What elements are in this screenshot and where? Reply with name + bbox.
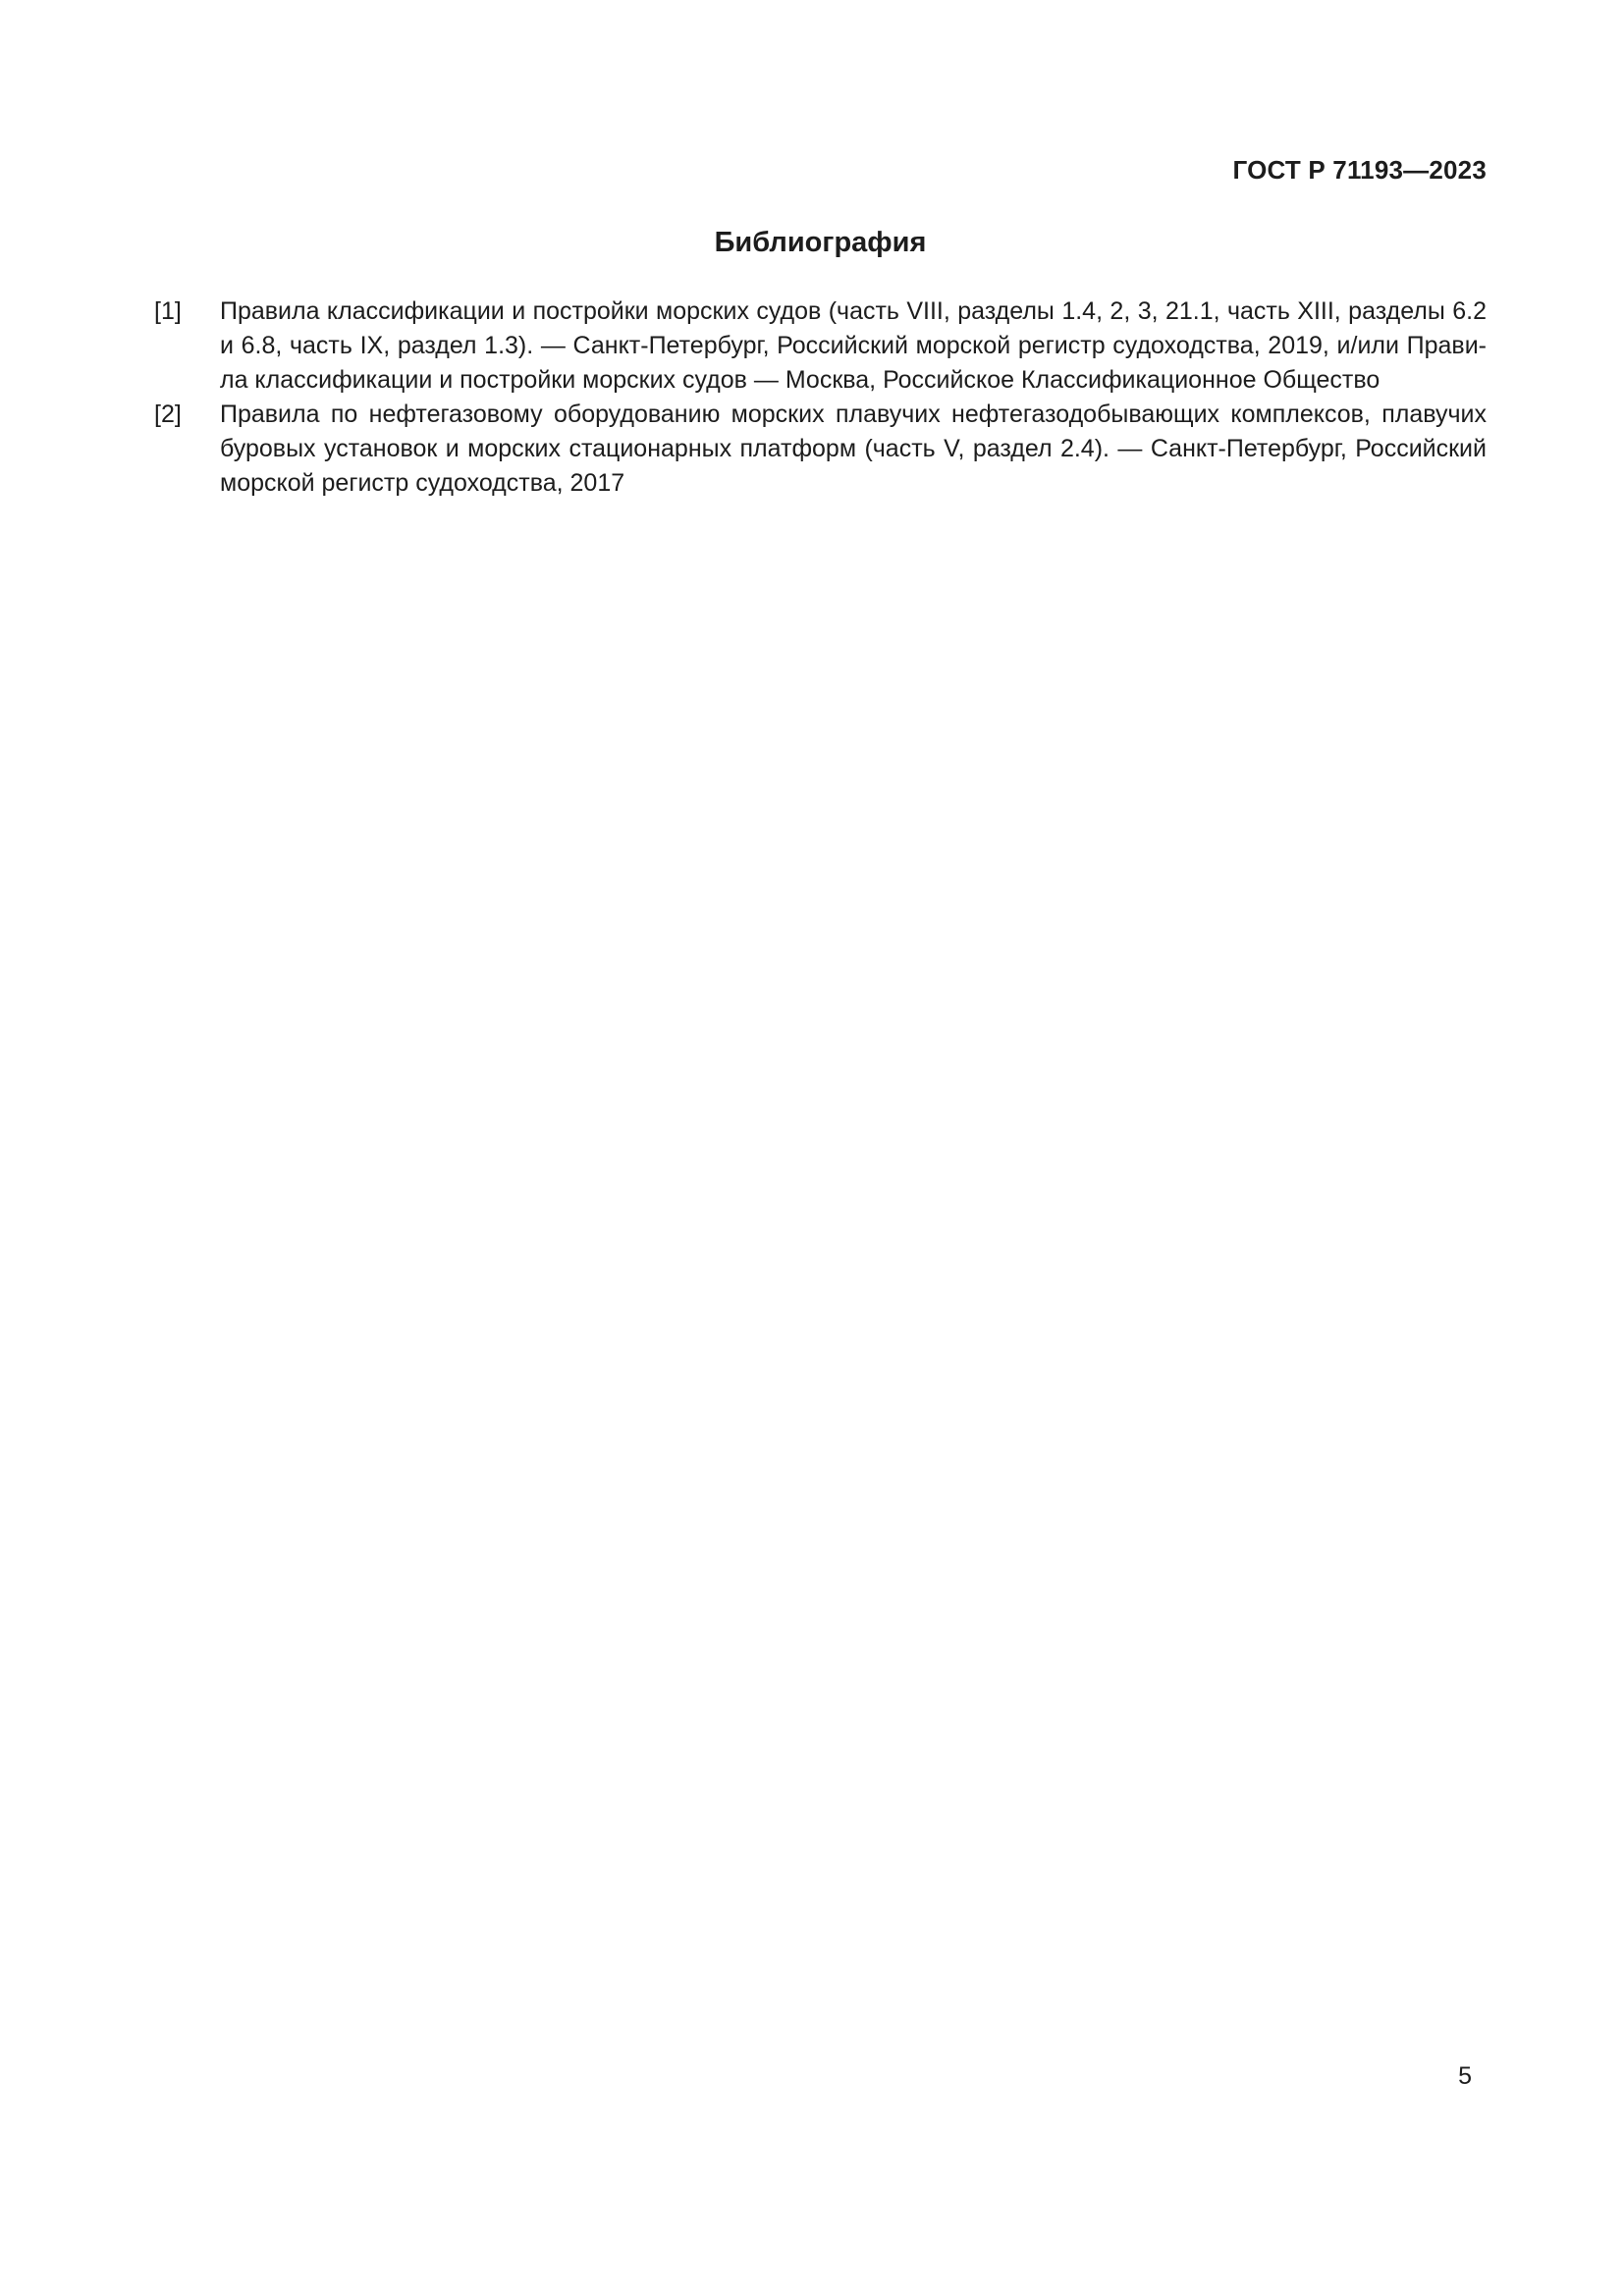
entry-text-line: ла классификации и постройки морских судов — Москва, Российское Классификационное Общество	[220, 366, 1380, 394]
entry-text-line: морской регистр судоходства, 2017	[220, 469, 625, 497]
entry-text-line: Правила классификации и постройки морских судов (часть VIII, разделы 1.4, 2, 3, 21.1, часть XIII, разделы 6.2	[220, 297, 1487, 325]
bibliography-list	[154, 294, 1487, 501]
entry-text-line: и 6.8, часть IX, раздел 1.3). — Санкт-Петербург, Российский морской регистр судоходства, 2019, и/или Прави-	[220, 332, 1487, 359]
entry-text	[220, 294, 1487, 398]
bibliography-entry	[154, 398, 1487, 501]
document-code-header: ГОСТ Р 71193—2023	[1232, 155, 1487, 185]
page-title: Библиография	[714, 227, 927, 258]
entry-marker: [1]	[154, 297, 182, 325]
page-number: 5	[1458, 2062, 1472, 2090]
bibliography-entry	[154, 294, 1487, 398]
entry-text-line: Правила по нефтегазовому оборудованию морских плавучих нефтегазодобывающих комплексов, плавучих	[220, 400, 1487, 428]
entry-text	[220, 398, 1487, 501]
entry-marker: [2]	[154, 400, 182, 428]
entry-text-line: буровых установок и морских стационарных платформ (часть V, раздел 2.4). — Санкт-Петербург, Российский	[220, 435, 1487, 462]
